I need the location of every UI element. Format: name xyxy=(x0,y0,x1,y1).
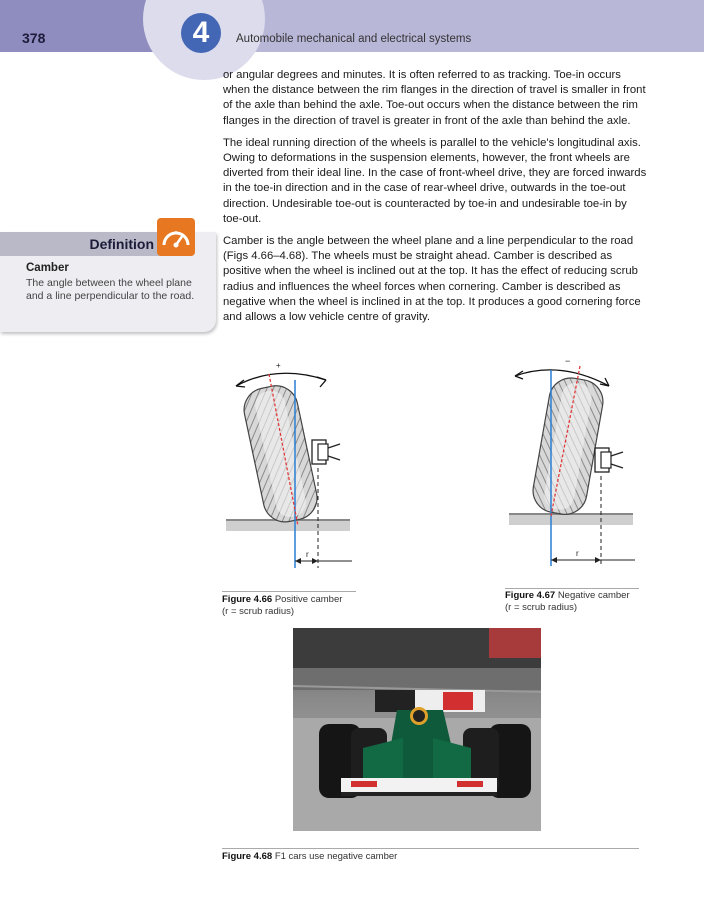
caption-rule xyxy=(505,588,639,589)
caption-figure-4-66 xyxy=(222,594,362,617)
definition-text: The angle between the wheel plane and a line perpendicular to the road. xyxy=(26,277,195,302)
r-label: r xyxy=(306,550,309,559)
figure-negative-camber xyxy=(505,356,640,576)
caption-label: Figure 4.66 xyxy=(222,594,273,605)
chapter-badge: 4 xyxy=(181,13,221,53)
definition-term: Camber xyxy=(26,262,69,274)
caption-figure-4-67 xyxy=(505,590,645,613)
caption-text-2: (r = scrub radius) xyxy=(505,601,578,613)
positive-sign: + xyxy=(276,361,281,370)
caption-text: Negative camber xyxy=(557,590,630,601)
definition-header xyxy=(0,232,160,256)
r-label: r xyxy=(576,549,579,558)
caption-text: Positive camber xyxy=(274,594,343,605)
caption-text: F1 cars use negative camber xyxy=(274,851,398,862)
f1-car-photo xyxy=(293,628,541,831)
page-number: 378 xyxy=(22,30,46,46)
caption-figure-4-68 xyxy=(222,851,639,863)
definition-box xyxy=(0,232,216,332)
caption-rule xyxy=(222,591,356,592)
paragraph-running-direction: The ideal running direction of the wheels is parallel to the vehicle's longitudinal axis. Owing to deformations in the suspension elements, however, the front wheels are diverted from their ideal line. In the case of front-wheel drive, they are forced inwards in the toe-in direction and in the case of rear-wheel drive, outwards in the toe-out direction. Undesirable toe-out is counteracted by toe-in and undesirable toe-in by toe-out. xyxy=(223,136,647,225)
paragraph-camber: Camber is the angle between the wheel plane and a line perpendicular to the road (Figs 4.66–4.68). The wheels must be straight ahead. Camber is described as positive when the wheel is inclined out at the top. It has the effect of reducing scrub radius and influences the wheel forces when cornering. Camber is described as negative when the wheel is inclined in at the top. It produces a good cornering force and allows a low vehicle centre of gravity. xyxy=(223,235,641,324)
definition-title: Definition xyxy=(89,236,154,252)
caption-text-2: (r = scrub radius) xyxy=(222,605,295,617)
caption-label: Figure 4.68 xyxy=(222,851,273,862)
running-head: Automobile mechanical and electrical systems xyxy=(236,33,472,45)
body-text xyxy=(223,68,647,332)
figure-positive-camber xyxy=(222,356,357,576)
gauge-icon xyxy=(157,218,195,256)
caption-label: Figure 4.67 xyxy=(505,590,556,601)
caption-rule xyxy=(222,848,639,849)
paragraph-tracking: or angular degrees and minutes. It is often referred to as tracking. Toe-in occurs when the distance between the rim flanges in the direction of travel is smaller in front of the axle than behind the axle. Toe-out occurs when the distance between the rim flanges in the direction of travel is greater in front of the axle than behind the axle. xyxy=(223,69,646,127)
negative-sign: − xyxy=(565,356,571,366)
